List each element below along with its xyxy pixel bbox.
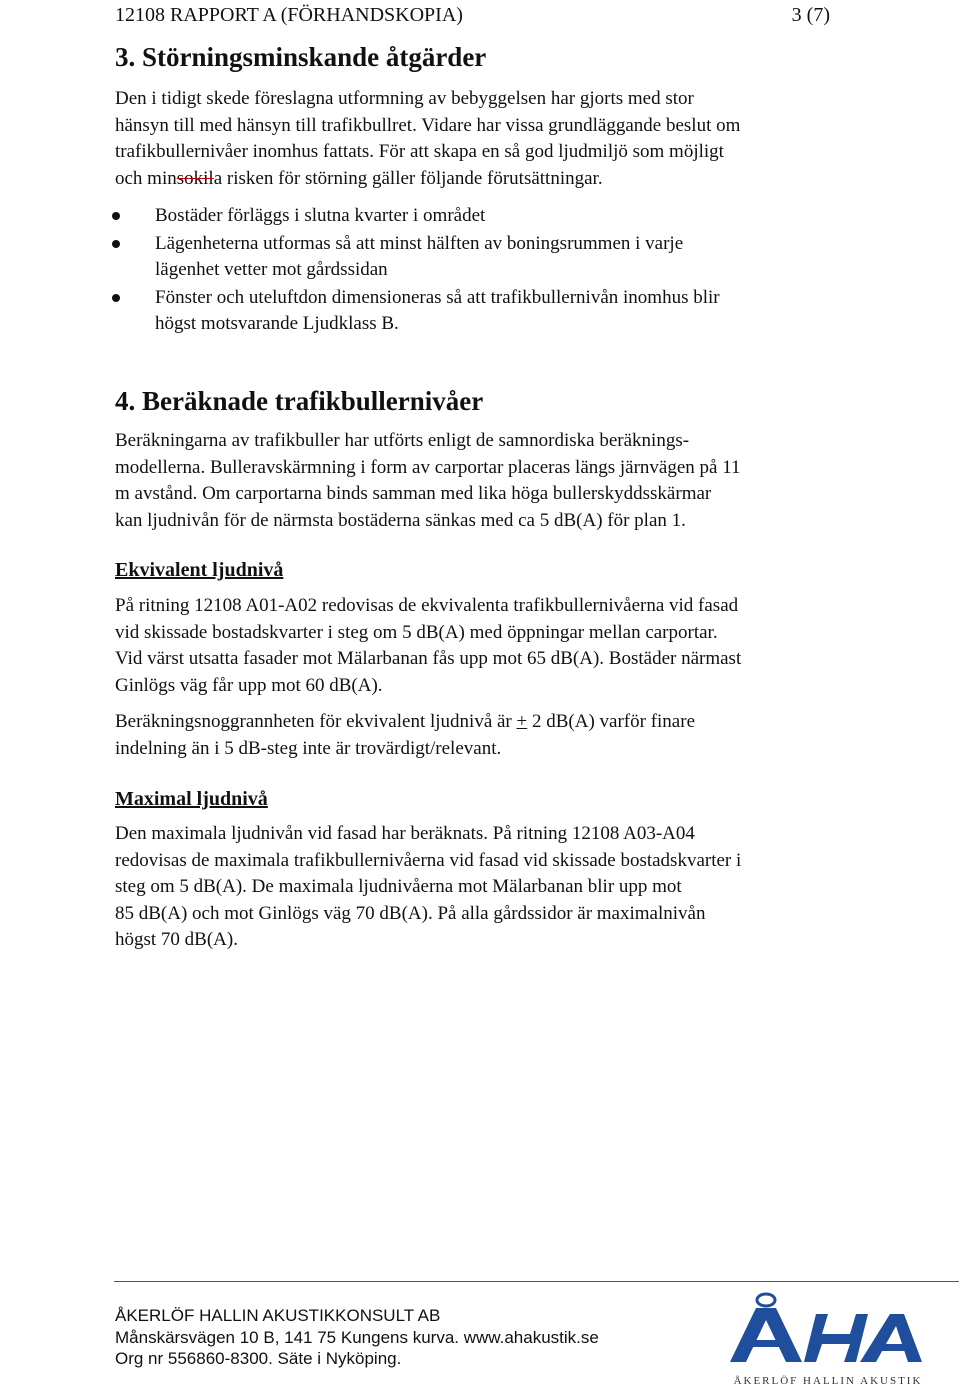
maximal-paragraph: [115, 821, 875, 954]
logo-letter-a-ring: [730, 1294, 802, 1362]
text-line: vid skissade bostadskvarter i steg om 5 dB(A) med öppningar mellan carportar.: [115, 621, 718, 643]
section-3-intro: [115, 86, 875, 192]
text-line: hänsyn till med hänsyn till trafikbullret. Vidare har vissa grundläggande beslut om: [115, 114, 741, 136]
list-item: Bostäder förläggs i slutna kvarter i området: [108, 203, 888, 230]
list-item: Fönster och uteluftdon dimensioneras så att trafikbullernivån inomhus blir högst motsvarande Ljudklass B.: [108, 285, 888, 338]
footer-org: Org nr 556860-8300. Säte i Nyköping.: [115, 1349, 402, 1368]
equivalent-paragraph-2: [115, 709, 875, 762]
company-logo: [726, 1290, 930, 1388]
text-line: Beräkningsnoggrannheten för ekvivalent ljudnivå är + 2 dB(A) varför finare: [115, 711, 695, 732]
text-line: 85 dB(A) och mot Ginlögs väg 70 dB(A). På alla gårdssidor är maximalnivån: [115, 902, 706, 924]
text-line: modellerna. Bulleravskärmning i form av carportar placeras längs järnvägen på 11: [115, 456, 741, 478]
bullet-icon: [112, 212, 120, 220]
text-line: Ginlögs väg får upp mot 60 dB(A).: [115, 674, 383, 696]
maximal-heading: Maximal ljudnivå: [115, 788, 268, 810]
text-line: högst 70 dB(A).: [115, 929, 238, 950]
logo-letter-h: [804, 1314, 868, 1362]
text-line: steg om 5 dB(A). De maximala ljudnivåerna mot Mälarbanan blir upp mot: [115, 876, 682, 897]
equivalent-heading: Ekvivalent ljudnivå: [115, 559, 284, 581]
footer-address: Månskärsvägen 10 B, 141 75 Kungens kurva. www.ahakustik.se: [115, 1327, 599, 1347]
text-line: Beräkningarna av trafikbuller har utförts enligt de samnordiska beräknings-: [115, 430, 690, 451]
bullet-icon: [112, 294, 120, 302]
measures-list: [108, 203, 888, 338]
footer: [115, 1305, 599, 1370]
text-line: På ritning 12108 A01-A02 redovisas de ekvivalenta trafikbullernivåerna vid fasad: [115, 595, 739, 616]
text-line: trafikbullernivåer inomhus fattats. För att skapa en så god ljudmiljö som möjligt: [115, 141, 724, 162]
text-line: Den i tidigt skede föreslagna utformning av bebyggelsen har gjorts med stor: [115, 88, 694, 109]
section-4-heading: 4. Beräknade trafikbullernivåer: [115, 386, 484, 416]
logo-tagline: ÅKERLÖF HALLIN AKUSTIK: [733, 1375, 923, 1387]
logo-letter-a: [860, 1314, 922, 1362]
text-line: Den maximala ljudnivån vid fasad har beräknats. På ritning 12108 A03-A04: [115, 823, 695, 844]
footer-company: ÅKERLÖF HALLIN AKUSTIKKONSULT AB: [115, 1306, 441, 1325]
section-4-body: [115, 428, 875, 534]
text-line: m avstånd. Om carportarna binds samman med lika höga bullerskyddsskärmar: [115, 483, 712, 504]
footer-divider: [114, 1281, 959, 1282]
text-line: och minsokila risken för störning gäller följande förutsättningar.: [115, 167, 603, 189]
plus-minus-sign: +: [516, 711, 528, 732]
bullet-icon: [112, 240, 120, 248]
text-line: kan ljudnivån för de närmsta bostäderna sänkas med ca 5 dB(A) för plan 1.: [115, 509, 686, 531]
report-title: 12108 RAPPORT A (FÖRHANDSKOPIA): [115, 4, 463, 26]
list-item: Lägenheterna utformas så att minst hälften av boningsrummen i varje lägenhet vetter mot gårdssidan: [108, 231, 888, 284]
running-header: [115, 4, 830, 26]
page-number: 3 (7): [791, 4, 830, 26]
equivalent-paragraph-1: [115, 593, 875, 699]
text-line: Vid värst utsatta fasader mot Mälarbanan fås upp mot 65 dB(A). Bostäder närmast: [115, 648, 742, 669]
text-line: redovisas de maximala trafikbullernivåerna vid fasad vid skissade bostadskvarter i: [115, 849, 742, 871]
section-3-heading: 3. Störningsminskande åtgärder: [115, 42, 487, 72]
text-line: indelning än i 5 dB-steg inte är trovärdigt/relevant.: [115, 737, 502, 759]
struck-text: sokil: [176, 167, 214, 189]
